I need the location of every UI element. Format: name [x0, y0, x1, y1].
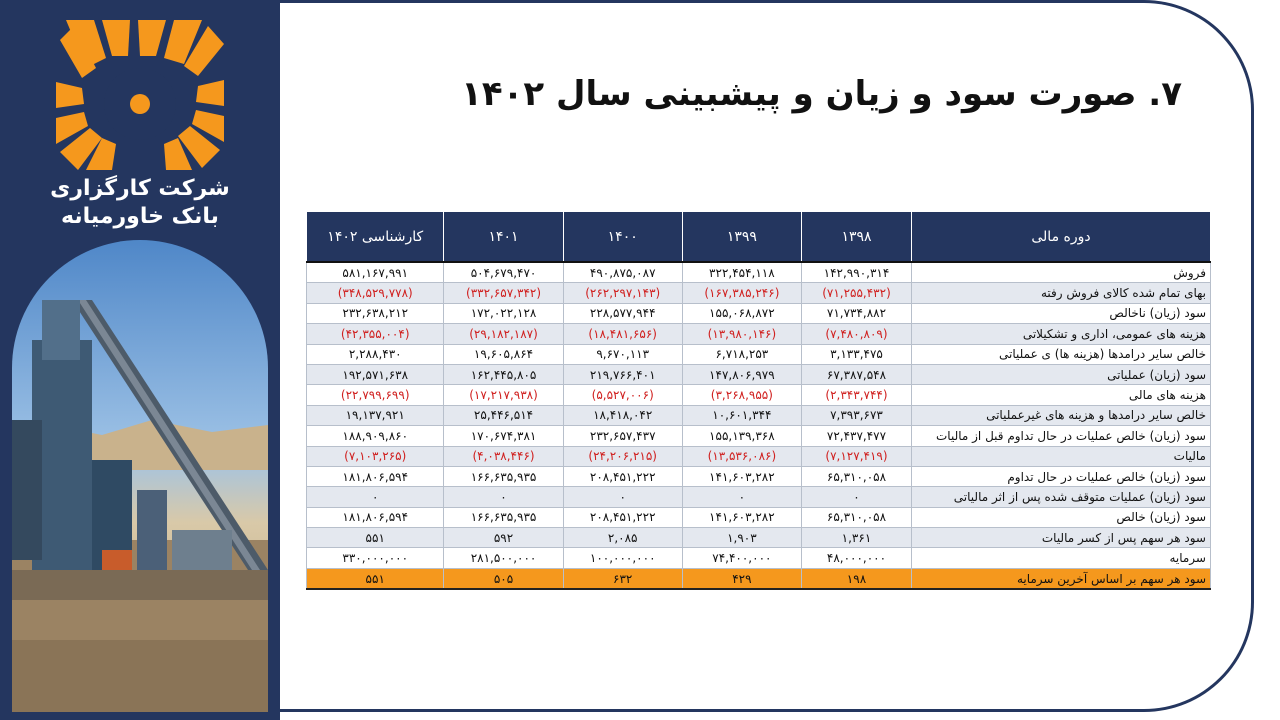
cell: ۷,۳۹۳,۶۷۳: [801, 405, 911, 425]
row-label: خالص سایر درامدها (هزینه ها) ی عملیاتی: [912, 344, 1211, 364]
cell: ۲۳۲,۶۳۸,۲۱۲: [307, 303, 444, 323]
table-row: [307, 446, 1211, 466]
cell: (۷,۴۸۰,۸۰۹): [801, 324, 911, 344]
cell: ۷۴,۴۰۰,۰۰۰: [682, 548, 801, 568]
cell: (۷,۱۲۷,۴۱۹): [801, 446, 911, 466]
table-row: [307, 426, 1211, 446]
cell: ۱۹,۶۰۵,۸۶۴: [444, 344, 563, 364]
cell: ۱۶۲,۴۴۵,۸۰۵: [444, 364, 563, 384]
cell: ۶۵,۳۱۰,۰۵۸: [801, 507, 911, 527]
cell: ۰: [444, 487, 563, 507]
cell: ۲۰۸,۴۵۱,۲۲۲: [563, 466, 682, 486]
cell: ۱۶۶,۶۳۵,۹۳۵: [444, 507, 563, 527]
cell: ۵۵۱: [307, 528, 444, 548]
row-label: هزینه های مالی: [912, 385, 1211, 405]
table-row: [307, 385, 1211, 405]
cell: (۲۹,۱۸۲,۱۸۷): [444, 324, 563, 344]
steel-plant-photo: [12, 240, 268, 712]
cell: (۱۳,۵۳۶,۰۸۶): [682, 446, 801, 466]
cell: ۱۴۱,۶۰۳,۲۸۲: [682, 507, 801, 527]
cell: ۵۰۴,۶۷۹,۴۷۰: [444, 262, 563, 283]
cell: (۴,۰۳۸,۴۴۶): [444, 446, 563, 466]
row-label: فروش: [912, 262, 1211, 283]
cell: (۱۸,۴۸۱,۶۵۶): [563, 324, 682, 344]
cell: ۶۳۲: [563, 568, 682, 589]
row-label: هزینه های عمومی، اداری و تشکیلاتی: [912, 324, 1211, 344]
cell: ۱۶۶,۶۳۵,۹۳۵: [444, 466, 563, 486]
cell: ۹,۶۷۰,۱۱۳: [563, 344, 682, 364]
cell: ۱۰,۶۰۱,۳۴۴: [682, 405, 801, 425]
brand-name-line2: بانک خاورمیانه: [61, 204, 219, 229]
cell: ۴۸,۰۰۰,۰۰۰: [801, 548, 911, 568]
cell: ۳,۱۳۳,۴۷۵: [801, 344, 911, 364]
row-label: سود (زیان) ناخالص: [912, 303, 1211, 323]
cell: ۳۳۰,۰۰۰,۰۰۰: [307, 548, 444, 568]
row-label: سود (زیان) خالص: [912, 507, 1211, 527]
cell: ۲,۰۸۵: [563, 528, 682, 548]
row-label: سود (زیان) خالص عملیات در حال تداوم قبل از مالیات: [912, 426, 1211, 446]
cell: ۱۸۱,۸۰۶,۵۹۴: [307, 466, 444, 486]
table-row: [307, 487, 1211, 507]
row-label: بهای تمام شده کالای فروش رفته: [912, 283, 1211, 303]
cell: (۲۶۲,۲۹۷,۱۴۳): [563, 283, 682, 303]
cell: ۲۱۹,۷۶۶,۴۰۱: [563, 364, 682, 384]
cell: ۰: [307, 487, 444, 507]
cell: ۱۷۲,۰۲۲,۱۲۸: [444, 303, 563, 323]
cell: (۱۶۷,۳۸۵,۲۴۶): [682, 283, 801, 303]
table-row: [307, 466, 1211, 486]
cell: ۰: [801, 487, 911, 507]
cell: ۲۳۲,۶۵۷,۴۳۷: [563, 426, 682, 446]
table-row: [307, 324, 1211, 344]
row-label: سود (زیان) عملیات متوقف شده پس از اثر مالیاتی: [912, 487, 1211, 507]
table-row: [307, 364, 1211, 384]
brand-side-panel: [0, 0, 280, 720]
cell: ۱۸۸,۹۰۹,۸۶۰: [307, 426, 444, 446]
cell: ۵۸۱,۱۶۷,۹۹۱: [307, 262, 444, 283]
header-1398: ۱۳۹۸: [801, 212, 911, 263]
cell: ۳۲۲,۴۵۴,۱۱۸: [682, 262, 801, 283]
brand-name-line1: شرکت کارگزاری: [50, 176, 230, 201]
cell: ۲۵,۴۴۶,۵۱۴: [444, 405, 563, 425]
cell: ۴۹۰,۸۷۵,۰۸۷: [563, 262, 682, 283]
cell: ۲۲۸,۵۷۷,۹۴۴: [563, 303, 682, 323]
cell: ۷۱,۷۳۴,۸۸۲: [801, 303, 911, 323]
table-row-highlight: [307, 568, 1211, 589]
row-label: سود (زیان) عملیاتی: [912, 364, 1211, 384]
cell: ۱,۹۰۳: [682, 528, 801, 548]
cell: (۳۴۸,۵۲۹,۷۷۸): [307, 283, 444, 303]
page-title: ۷. صورت سود و زیان و پیشبینی سال ۱۴۰۲: [461, 74, 1182, 114]
cell: (۱۳,۹۸۰,۱۴۶): [682, 324, 801, 344]
cell: ۱۸۱,۸۰۶,۵۹۴: [307, 507, 444, 527]
cell: ۱۹,۱۳۷,۹۲۱: [307, 405, 444, 425]
row-label: سود هر سهم پس از کسر مالیات: [912, 528, 1211, 548]
cell: (۲۴,۲۰۶,۲۱۵): [563, 446, 682, 466]
row-label: مالیات: [912, 446, 1211, 466]
cell: (۳,۲۶۸,۹۵۵): [682, 385, 801, 405]
header-1402-forecast: کارشناسی ۱۴۰۲: [307, 212, 444, 263]
row-label: سرمایه: [912, 548, 1211, 568]
cell: ۰: [682, 487, 801, 507]
table-row: [307, 344, 1211, 364]
income-statement-table: [306, 211, 1211, 590]
cell: ۱۵۵,۱۳۹,۳۶۸: [682, 426, 801, 446]
cell: (۱۷,۲۱۷,۹۳۸): [444, 385, 563, 405]
sun-logo-icon: [56, 20, 224, 170]
cell: ۵۵۱: [307, 568, 444, 589]
cell: (۷,۱۰۳,۲۶۵): [307, 446, 444, 466]
table-row: [307, 528, 1211, 548]
cell: ۱۸,۴۱۸,۰۴۲: [563, 405, 682, 425]
cell: ۵۹۲: [444, 528, 563, 548]
row-label: خالص سایر درامدها و هزینه های غیرعملیاتی: [912, 405, 1211, 425]
cell: ۱۰۰,۰۰۰,۰۰۰: [563, 548, 682, 568]
cell: (۴۲,۳۵۵,۰۰۴): [307, 324, 444, 344]
cell: (۳۳۲,۶۵۷,۳۴۲): [444, 283, 563, 303]
cell: ۵۰۵: [444, 568, 563, 589]
cell: ۴۲۹: [682, 568, 801, 589]
cell: ۱۹۲,۵۷۱,۶۳۸: [307, 364, 444, 384]
cell: (۲۲,۷۹۹,۶۹۹): [307, 385, 444, 405]
table-row: [307, 283, 1211, 303]
header-1399: ۱۳۹۹: [682, 212, 801, 263]
table-row: [307, 405, 1211, 425]
cell: ۱۵۵,۰۶۸,۸۷۲: [682, 303, 801, 323]
table-row: [307, 303, 1211, 323]
cell: (۵,۵۲۷,۰۰۶): [563, 385, 682, 405]
table-row: [307, 507, 1211, 527]
cell: (۷۱,۲۵۵,۴۳۲): [801, 283, 911, 303]
header-period: دوره مالی: [912, 212, 1211, 263]
cell: ۲۰۸,۴۵۱,۲۲۲: [563, 507, 682, 527]
cell: ۱۴۲,۹۹۰,۳۱۴: [801, 262, 911, 283]
cell: ۰: [563, 487, 682, 507]
table-row: [307, 262, 1211, 283]
cell: ۱۴۷,۸۰۶,۹۷۹: [682, 364, 801, 384]
cell: ۱,۳۶۱: [801, 528, 911, 548]
cell: ۶,۷۱۸,۲۵۳: [682, 344, 801, 364]
cell: ۶۵,۳۱۰,۰۵۸: [801, 466, 911, 486]
row-label: سود هر سهم بر اساس آخرین سرمایه: [912, 568, 1211, 589]
table-header-row: [307, 212, 1211, 263]
cell: ۱۷۰,۶۷۴,۳۸۱: [444, 426, 563, 446]
cell: ۶۷,۳۸۷,۵۴۸: [801, 364, 911, 384]
row-label: سود (زیان) خالص عملیات در حال تداوم: [912, 466, 1211, 486]
header-1401: ۱۴۰۱: [444, 212, 563, 263]
cell: ۱۴۱,۶۰۳,۲۸۲: [682, 466, 801, 486]
cell: ۱۹۸: [801, 568, 911, 589]
cell: ۲,۲۸۸,۴۳۰: [307, 344, 444, 364]
cell: (۲,۳۴۳,۷۴۴): [801, 385, 911, 405]
cell: ۲۸۱,۵۰۰,۰۰۰: [444, 548, 563, 568]
header-1400: ۱۴۰۰: [563, 212, 682, 263]
table-row: [307, 548, 1211, 568]
cell: ۷۲,۴۳۷,۴۷۷: [801, 426, 911, 446]
